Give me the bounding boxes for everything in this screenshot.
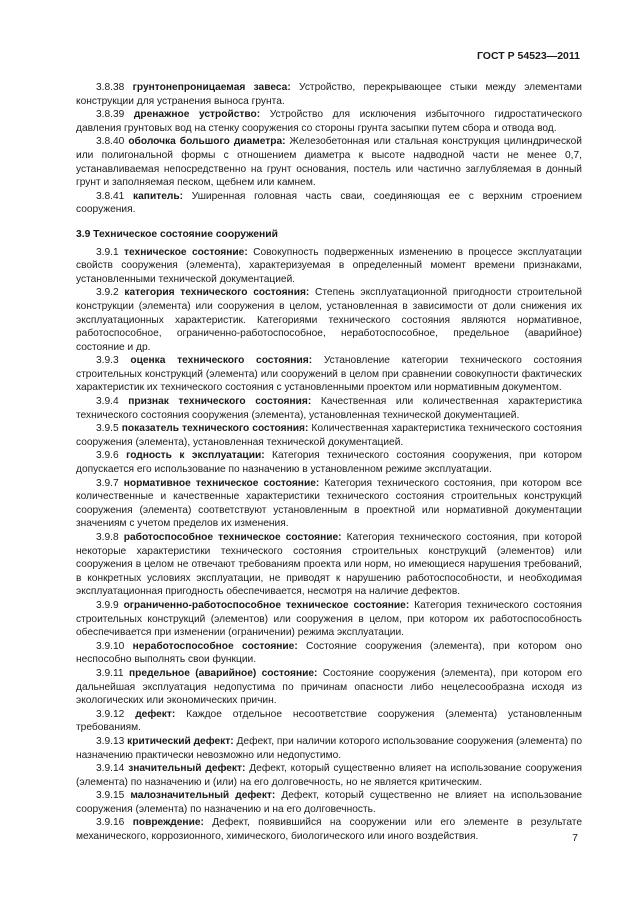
entry-number: 3.9.15 xyxy=(96,790,125,802)
entry-number: 3.9.7 xyxy=(96,477,119,489)
entry-term: годность к эксплуатации: xyxy=(126,450,265,462)
definition-entry xyxy=(76,286,582,354)
entry-number: 3.9.1 xyxy=(96,246,119,258)
entry-number: 3.9.6 xyxy=(96,450,119,462)
definition-entry xyxy=(76,246,582,287)
definition-entry xyxy=(76,190,582,217)
entry-term: повреждение: xyxy=(132,817,204,829)
entry-definition: Дефект, который существенно не влияет на использование сооружения (элемента) по назначению и на его долговечность. xyxy=(76,790,582,815)
entry-definition: Степень эксплуатационной пригодности строительной конструкции (элемента) или сооружения в целом, установленная в зависимости от доли снижения их эксплуатационных характеристик. Категориями технического состояния являются нормативное, работоспособное, ограниченно-работоспособное, неработоспособное, предельное (аварийное) состояние и др. xyxy=(76,287,582,353)
entries-3-8 xyxy=(76,81,582,217)
definition-entry xyxy=(76,816,582,843)
entry-number: 3.9.14 xyxy=(96,763,125,775)
definition-entry xyxy=(76,395,582,422)
entry-number: 3.8.38 xyxy=(96,82,125,93)
entry-definition: Качественная или количественная характеристика технического состояния сооружения (элемента), установленная технической документацией. xyxy=(76,396,583,421)
definition-entry xyxy=(76,449,582,476)
entry-term: признак технического состояния: xyxy=(128,396,312,408)
entry-term: работоспособное техническое состояние: xyxy=(123,532,342,543)
entry-definition: Состояние сооружения (элемента), при котором оно неспособно выполнять свои функции. xyxy=(76,640,582,666)
entry-term: нормативное техническое состояние: xyxy=(123,477,320,489)
document-body xyxy=(76,81,582,844)
definition-entry xyxy=(76,354,582,395)
definition-entry xyxy=(76,135,582,189)
definition-entry xyxy=(76,667,582,708)
definition-entry xyxy=(76,477,582,531)
entry-definition: Железобетонная или стальная конструкция цилиндрической или полигональной формы с отношением диаметра к высоте надводной части не менее 0,7, устанавливаемая непосредственно на грунт основания, постель или частично заглубляемая в донный грунт и заполняемая песком, щебнем или камнем. xyxy=(76,136,582,189)
definition-entry xyxy=(76,531,582,599)
entry-definition: Категория технического состояния, при которой некоторые характеристики технического состояния строительных конструкций (элементов) или сооружения в целом не отвечают требованиям проекта или норм, но имеющиеся нарушения требований, в конкретных условиях эксплуатации, не приводят к нарушению работоспособности, и необходимая эксплуатационная пригодность обеспечивается, несмотря на наличие дефектов. xyxy=(76,532,582,598)
entry-term: значительный дефект: xyxy=(128,763,246,775)
definition-entry xyxy=(76,81,582,108)
definition-entry xyxy=(76,708,582,735)
entry-term: дренажное устройство: xyxy=(133,109,261,121)
entry-definition: Состояние сооружения (элемента), при котором его дальнейшая эксплуатация недопустима по причинам опасности либо нецелесообразна исходя из экологических или экономических причин. xyxy=(76,667,582,707)
page-number: 7 xyxy=(572,832,578,844)
entry-definition: Категория технического состояния, при котором все количественные и качественные характеристики технического состояния строительных конструкций сооружения (элемента) соответствуют установленным в проектной или нормативной документации значениям с учетом пределов их изменения. xyxy=(76,477,582,530)
entry-number: 3.9.8 xyxy=(96,532,119,543)
entry-term: дефект: xyxy=(135,708,176,720)
entry-term: ограниченно-работоспособное техническое состояние: xyxy=(123,599,410,611)
entry-definition: Совокупность подверженных изменению в процессе эксплуатации свойств сооружения (элемента), характеризуемая в определенный момент времени признаками, установленными технической документацией. xyxy=(76,246,582,285)
entry-definition: Категория технического состояния строительных конструкций (элементов) или сооружения в целом, при котором их работоспособность обеспечивается при изменении (ограничении) режима эксплуатации. xyxy=(76,599,582,639)
entry-number: 3.9.2 xyxy=(96,287,119,299)
entry-term: неработоспособное состояние: xyxy=(132,640,298,652)
entry-number: 3.9.12 xyxy=(96,708,125,720)
entry-definition: Устройство для исключения избыточного гидростатического давления грунтовых вод на стенку сооружения со стороны грунта засыпки путем сбора и отвода вод. xyxy=(76,109,582,134)
entry-number: 3.9.5 xyxy=(96,423,119,435)
entry-term: предельное (аварийное) состояние: xyxy=(128,667,318,679)
definition-entry xyxy=(76,422,582,449)
entry-definition: Дефект, который существенно влияет на использование сооружения (элемента) по назначению и (или) на его долговечность, но не является критическим. xyxy=(76,763,582,788)
entry-term: оболочка большого диаметра: xyxy=(128,136,286,148)
entry-term: показатель технического состояния: xyxy=(121,423,309,435)
entry-number: 3.9.11 xyxy=(96,667,124,679)
definition-entry xyxy=(76,762,582,789)
entry-number: 3.9.13 xyxy=(96,735,125,747)
definition-entry xyxy=(76,789,582,816)
definition-entry xyxy=(76,640,582,667)
definition-entry xyxy=(76,735,582,762)
entry-term: техническое состояние: xyxy=(124,246,248,258)
entry-number: 3.8.39 xyxy=(96,109,125,121)
entry-term: критический дефект: xyxy=(127,735,234,747)
entry-term: категория технического состояния: xyxy=(124,287,310,299)
entry-number: 3.9.9 xyxy=(96,599,119,611)
entry-number: 3.8.41 xyxy=(96,190,125,202)
entry-term: капитель: xyxy=(133,190,184,202)
entry-number: 3.9.16 xyxy=(96,817,125,829)
entry-definition: Установление категории технического состояния строительных конструкций (элемента) или сооружений в целом при сравнении совокупности фактических характеристик их технического состояния с установленными проектом или нормативным документом. xyxy=(76,355,582,394)
entry-number: 3.9.10 xyxy=(96,640,125,652)
entry-definition: Дефект, при наличии которого использование сооружения (элемента) по назначению практически невозможно или недопустимо. xyxy=(76,735,582,761)
entry-number: 3.8.40 xyxy=(96,136,125,148)
section-title: 3.9 Техническое состояние сооружений xyxy=(76,228,278,240)
definition-entry xyxy=(76,599,582,640)
entry-definition: Уширенная головная часть сваи, соединяющая ее с верхним строением сооружения. xyxy=(76,190,582,216)
entry-definition: Устройство, перекрывающее стыки между элементами конструкции для устранения выноса грунта. xyxy=(76,82,582,107)
entry-number: 3.9.4 xyxy=(96,396,119,408)
entry-definition: Категория технического состояния сооружения, при котором допускается его использование по назначению в установленном режиме эксплуатации. xyxy=(76,450,582,476)
entry-number: 3.9.3 xyxy=(96,355,119,367)
entries-3-9 xyxy=(76,246,582,844)
document-header: ГОСТ Р 54523—2011 xyxy=(476,50,580,62)
entry-term: грунтонепроницаемая завеса: xyxy=(132,82,291,93)
entry-definition: Дефект, появившийся на сооружении или его элементе в результате механического, коррозионного, химического, биологического или иного воздействия. xyxy=(76,817,582,843)
entry-term: малозначительный дефект: xyxy=(130,790,276,802)
entry-definition: Количественная характеристика технического состояния сооружения (элемента), установленная технической документацией. xyxy=(76,423,582,448)
entry-definition: Каждое отдельное несоответствие сооружения (элемента) установленным требованиям. xyxy=(76,708,582,734)
entry-term: оценка технического состояния: xyxy=(130,355,313,367)
definition-entry xyxy=(76,108,582,135)
